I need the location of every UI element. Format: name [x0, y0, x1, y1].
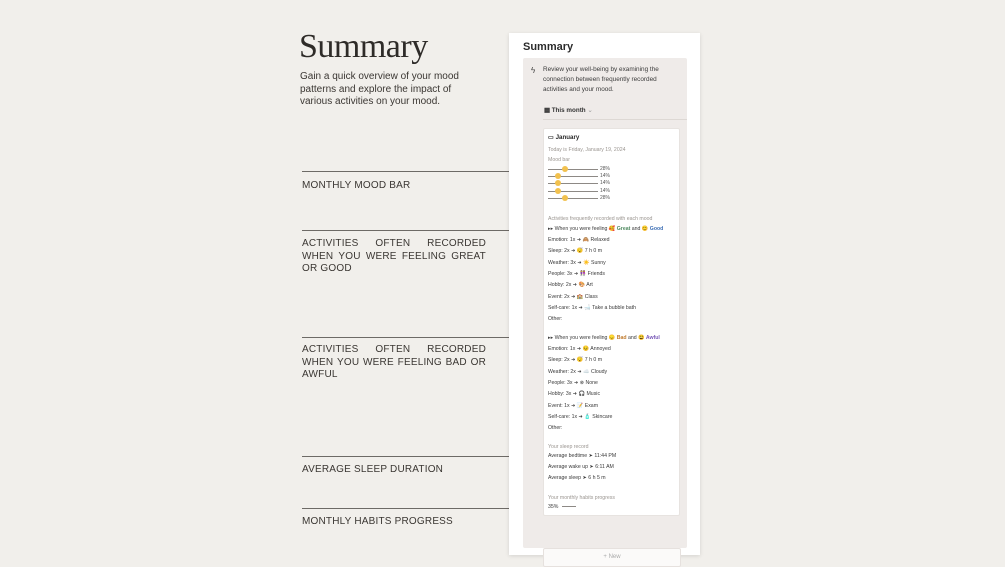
activity-item: Hobby: 2x ➜ 🎨 Art [548, 282, 593, 289]
card-title: Summary [523, 41, 574, 53]
activity-item: Event: 1x ➜ 📝 Exam [548, 402, 599, 409]
today-text: Today is Friday, January 19, 2024 [548, 147, 626, 153]
month-label: January [555, 134, 580, 141]
bad-prefix: ▸▸ When you were feeling [548, 335, 608, 341]
month-gallery-card[interactable] [543, 128, 680, 516]
mood-bar-percent: 14% [600, 173, 611, 180]
annotation-good-activities: ACTIVITIES OFTEN RECORDED WHEN YOU WERE FEELING GREAT OR GOOD [302, 238, 486, 274]
avg-bedtime: Average bedtime ➤ 11:44 PM [548, 453, 617, 459]
activity-item: Weather: 2x ➜ ☁️ Cloudy [548, 368, 608, 375]
annotation-line-habits [302, 508, 535, 509]
mood-great-tag: 🥰 Great [608, 226, 631, 232]
good-header [548, 226, 663, 232]
mood-bar-label: Mood bar [548, 157, 570, 163]
table-icon: ▦ [544, 107, 550, 114]
mood-bar-track [548, 169, 598, 170]
mood-bar-percent: 28% [600, 194, 611, 201]
bad-and: and [628, 335, 637, 341]
annotation-line-sleep [302, 456, 535, 457]
summary-card [509, 33, 700, 560]
new-button[interactable]: + New [543, 548, 681, 567]
view-tab-this-month[interactable] [544, 107, 593, 114]
month-title [548, 134, 579, 141]
view-divider [543, 119, 687, 120]
annotation-habits: MONTHLY HABITS PROGRESS [302, 516, 453, 527]
activity-item: Weather: 3x ➜ ☀️ Sunny [548, 259, 606, 266]
annotation-line-mood-bar [302, 171, 535, 172]
mood-bad-tag: 😞 Bad [608, 335, 627, 341]
habits-progress-bar [562, 506, 576, 507]
summary-callout [523, 58, 687, 560]
mood-emoji-icon [555, 173, 561, 179]
activity-item: Event: 2x ➜ 🏫 Class [548, 293, 598, 300]
activities-label: Activities frequently recorded with each mood [548, 216, 653, 222]
mood-bar-percent: 28% [600, 166, 611, 172]
mood-bar-percent: 14% [600, 180, 611, 187]
mood-emoji-icon [562, 166, 568, 172]
activity-item: Hobby: 3x ➜ 🎧 Music [548, 391, 601, 398]
activity-item: Other: [548, 425, 563, 432]
sleep-record-label: Your sleep record [548, 444, 589, 450]
habits-progress [548, 504, 576, 510]
callout-text: Review your well-being by examining the connection between frequently recorded activities and your mood. [543, 66, 659, 93]
lightning-icon: ϟ [531, 66, 536, 75]
activity-item: Self-care: 1x ➜ 🧴 Skincare [548, 413, 613, 420]
annotation-line-good [302, 230, 535, 231]
annotation-sleep: AVERAGE SLEEP DURATION [302, 464, 444, 475]
activity-item: Sleep: 2x ➜ 😴 7 h 0 m [548, 357, 603, 364]
activity-item: Emotion: 1x ➜ 🙈 Relaxed [548, 237, 610, 243]
bad-header [548, 335, 660, 341]
calendar-icon: ▭ [548, 134, 554, 141]
annotation-bad-activities: ACTIVITIES OFTEN RECORDED WHEN YOU WERE FEELING BAD OR AWFUL [302, 344, 486, 380]
mood-emoji-icon [555, 180, 561, 186]
activity-item: People: 3x ➜ ⊗ None [548, 379, 598, 386]
good-prefix: ▸▸ When you were feeling [548, 226, 608, 232]
habits-label: Your monthly habits progress [548, 495, 615, 501]
annotation-line-bad [302, 337, 535, 338]
avg-wakeup: Average wake up ➤ 6:11 AM [548, 464, 614, 470]
good-and: and [631, 226, 641, 232]
activity-item: Emotion: 1x ➜ 😣 Annoyed [548, 346, 611, 352]
avg-sleep: Average sleep ➤ 6 h 5 m [548, 475, 606, 481]
habits-percent: 35% [548, 504, 559, 510]
view-tab-label: This month [551, 107, 586, 114]
activity-item: Other: [548, 316, 563, 323]
mood-good-tag: 😊 Good [641, 226, 664, 232]
mood-awful-tag: 😫 Awful [638, 335, 660, 341]
page-heading: Summary [299, 28, 428, 65]
mood-bar-percent: 14% [600, 187, 611, 194]
mood-emoji-icon [555, 188, 561, 194]
page-intro: Gain a quick overview of your mood patterns and explore the impact of various activities on your mood. [300, 71, 459, 107]
activity-item: People: 3x ➜ 👭 Friends [548, 270, 605, 277]
activity-item: Sleep: 2x ➜ 😴 7 h 0 m [548, 248, 603, 255]
chevron-down-icon: ⌄ [587, 107, 593, 114]
activity-item: Self-care: 1x ➜ 🛁 Take a bubble bath [548, 304, 636, 311]
mood-bar-track [548, 198, 598, 199]
annotation-mood-bar: MONTHLY MOOD BAR [302, 180, 411, 191]
mood-emoji-icon [562, 195, 568, 201]
